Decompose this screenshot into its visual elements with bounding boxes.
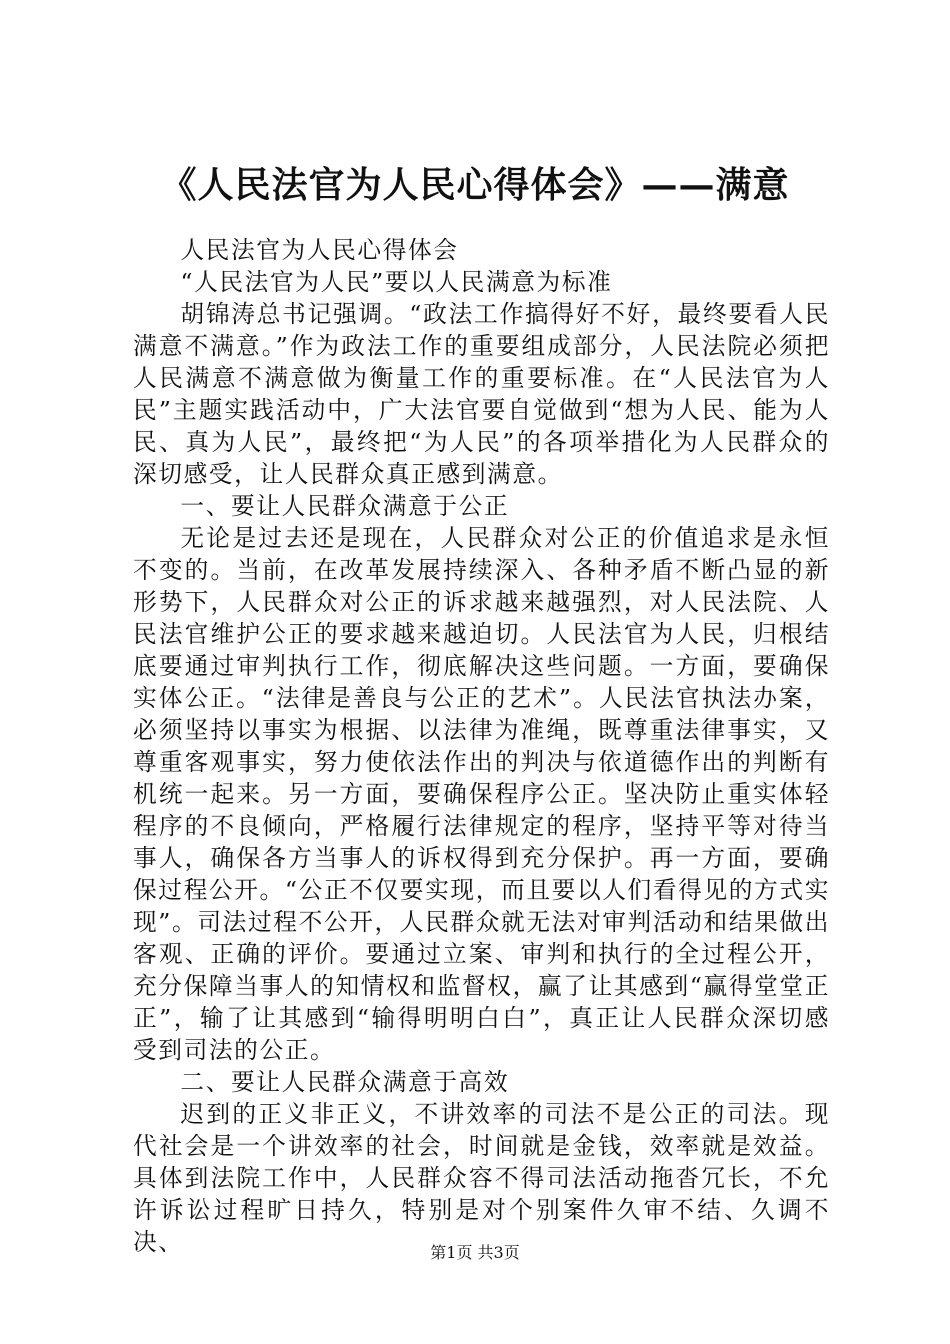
section-heading-fairness: 一、要让人民群众满意于公正: [180, 492, 510, 520]
paragraph-efficiency: 迟到的正义非正义，不讲效率的司法不是公正的司法。现代社会是一个讲效率的社会，时间就是金钱，效率就是效益。具体到法院工作中，人民群众容不得司法活动拖沓冗长，不允许诉讼过程旷日持久，特别是对个别案件久审不结、久调不决、: [133, 1100, 830, 1256]
paragraph-theme: “人民法官为人民”要以人民满意为标准: [180, 268, 613, 296]
paragraph-intro: 胡锦涛总书记强调。“政法工作搞得好不好，最终要看人民满意不满意。”作为政法工作的重要组成部分，人民法院必须把人民满意不满意做为衡量工作的重要标准。在“人民法官为人民”主题实践活动中，广大法官要自觉做到“想为人民、能为人民、真为人民”，最终把“为人民”的各项举措化为人民群众的深切感受，让人民群众真正感到满意。: [133, 300, 830, 488]
document-body: [133, 234, 830, 1258]
section-heading-efficiency: 二、要让人民群众满意于高效: [180, 1068, 510, 1096]
page-footer: 第1页 共3页: [430, 1243, 520, 1262]
paragraph-subtitle: 人民法官为人民心得体会: [180, 236, 459, 264]
paragraph-fairness: 无论是过去还是现在，人民群众对公正的价值追求是永恒不变的。当前，在改革发展持续深入、各种矛盾不断凸显的新形势下，人民群众对公正的诉求越来越强烈，对人民法院、人民法官维护公正的要求越来越迫切。人民法官为人民，归根结底要通过审判执行工作，彻底解决这些问题。一方面，要确保实体公正。“法律是善良与公正的艺术”。人民法官执法办案，必须坚持以事实为根据、以法律为准绳，既尊重法律事实，又尊重客观事实，努力使依法作出的判决与依道德作出的判断有机统一起来。另一方面，要确保程序公正。坚决防止重实体轻程序的不良倾向，严格履行法律规定的程序，坚持平等对待当事人，确保各方当事人的诉权得到充分保护。再一方面，要确保过程公开。“公正不仅要实现，而且要以人们看得见的方式实现”。司法过程不公开，人民群众就无法对审判活动和结果做出客观、正确的评价。要通过立案、审判和执行的全过程公开，充分保障当事人的知情权和监督权，赢了让其感到“赢得堂堂正正”，输了让其感到“输得明明白白”，真正让人民群众深切感受到司法的公正。: [133, 524, 830, 1064]
document-title: 《人民法官为人民心得体会》——满意: [160, 164, 790, 206]
